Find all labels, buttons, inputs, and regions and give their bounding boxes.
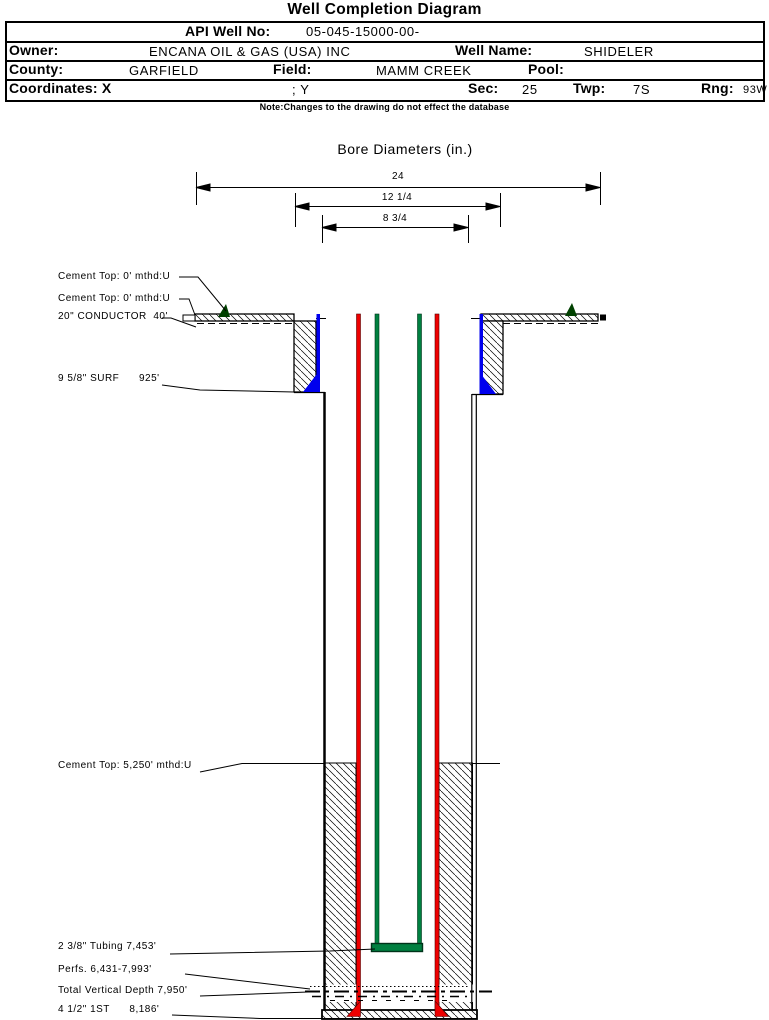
cement-top-1-label: Cement Top: 0' mthd:U bbox=[58, 271, 171, 282]
cement-top-3-label: Cement Top: 5,250' mthd:U bbox=[58, 760, 192, 771]
coordinates-label: Coordinates: X bbox=[9, 80, 112, 96]
surface-casing-label: 9 5/8" SURF 925' bbox=[58, 373, 160, 384]
tubing-right-line bbox=[418, 314, 422, 947]
table-row-divider bbox=[5, 60, 765, 62]
tubing-string bbox=[372, 314, 423, 952]
production-cement-right bbox=[439, 763, 473, 1010]
well-bottom-bar bbox=[322, 1010, 477, 1019]
field-value: MAMM CREEK bbox=[376, 63, 472, 78]
sec-label: Sec: bbox=[468, 80, 499, 96]
tubing-left-line bbox=[375, 314, 379, 947]
production-casing-label: 4 1/2" 1ST 8,186' bbox=[58, 1004, 160, 1015]
bore-dimension-lines bbox=[196, 172, 601, 243]
tvd-band-gap-left bbox=[324, 985, 357, 1003]
cement-top-2-label: Cement Top: 0' mthd:U bbox=[58, 293, 171, 304]
field-label: Field: bbox=[273, 61, 312, 77]
owner-value: ENCANA OIL & GAS (USA) INC bbox=[149, 44, 351, 59]
dim-1214-label: 12 1/4 bbox=[381, 192, 413, 203]
production-casing-right-line bbox=[435, 314, 439, 1010]
county-label: County: bbox=[9, 61, 64, 77]
dim-24-arrow-right bbox=[586, 184, 600, 191]
table-row-divider bbox=[5, 79, 765, 81]
tvd-band-gap-right bbox=[438, 985, 474, 1003]
leader-cement-top-2 bbox=[179, 299, 195, 315]
pool-label: Pool: bbox=[528, 61, 564, 77]
dim-24-label: 24 bbox=[392, 171, 404, 182]
api-well-no-label: API Well No: bbox=[185, 23, 271, 39]
bore-diameters-title: Bore Diameters (in.) bbox=[337, 141, 473, 157]
conductor-bar-left bbox=[195, 314, 294, 321]
coordinates-y-value: ; Y bbox=[292, 82, 310, 97]
dim-834-arrow-left bbox=[322, 224, 336, 231]
cement-top-flag-right bbox=[565, 303, 577, 316]
database-note: Note:Changes to the drawing do not effect the database bbox=[259, 102, 510, 112]
leader-tvd bbox=[200, 992, 308, 996]
page-title: Well Completion Diagram bbox=[287, 1, 482, 18]
county-value: GARFIELD bbox=[129, 63, 199, 78]
tubing-label: 2 3/8" Tubing 7,453' bbox=[58, 941, 157, 952]
cement-top-flag-left bbox=[218, 304, 230, 317]
rng-value: 93W bbox=[743, 84, 768, 96]
surface-casing-cement bbox=[294, 319, 503, 395]
conductor-endcap-left bbox=[183, 315, 195, 321]
conductor-bar-right bbox=[481, 314, 598, 321]
table-row-divider bbox=[5, 41, 765, 43]
well-name-label: Well Name: bbox=[455, 42, 533, 58]
owner-label: Owner: bbox=[9, 42, 59, 58]
dim-1214-arrow-right bbox=[486, 203, 500, 210]
leader-cement-top-1 bbox=[179, 277, 226, 311]
dim-834-label: 8 3/4 bbox=[382, 213, 408, 224]
twp-label: Twp: bbox=[573, 80, 606, 96]
api-well-no-value: 05-045-15000-00- bbox=[306, 24, 420, 39]
conductor-label: 20" CONDUCTOR 40' bbox=[58, 311, 168, 322]
leader-cement-top-3 bbox=[200, 764, 324, 773]
conductor-casing bbox=[183, 314, 606, 324]
dim-1214-arrow-left bbox=[295, 203, 309, 210]
leader-surface-casing bbox=[162, 385, 294, 392]
perfs-label: Perfs. 6,431-7,993' bbox=[58, 964, 152, 975]
dim-24-arrow-left bbox=[196, 184, 210, 191]
rng-label: Rng: bbox=[701, 80, 734, 96]
tvd-label: Total Vertical Depth 7,950' bbox=[58, 985, 188, 996]
tubing-bottom-cap bbox=[372, 944, 423, 952]
sec-value: 25 bbox=[522, 82, 538, 97]
production-casing-left-line bbox=[357, 314, 361, 1010]
production-casing-string bbox=[347, 314, 449, 1017]
production-cement bbox=[324, 763, 474, 1010]
leader-perfs bbox=[185, 974, 310, 989]
well-name-value: SHIDELER bbox=[584, 44, 654, 59]
dim-834-arrow-right bbox=[454, 224, 468, 231]
twp-value: 7S bbox=[633, 82, 651, 97]
surface-casing-string bbox=[303, 314, 496, 394]
conductor-endcap-right bbox=[600, 315, 606, 321]
production-cement-left bbox=[325, 763, 356, 1010]
